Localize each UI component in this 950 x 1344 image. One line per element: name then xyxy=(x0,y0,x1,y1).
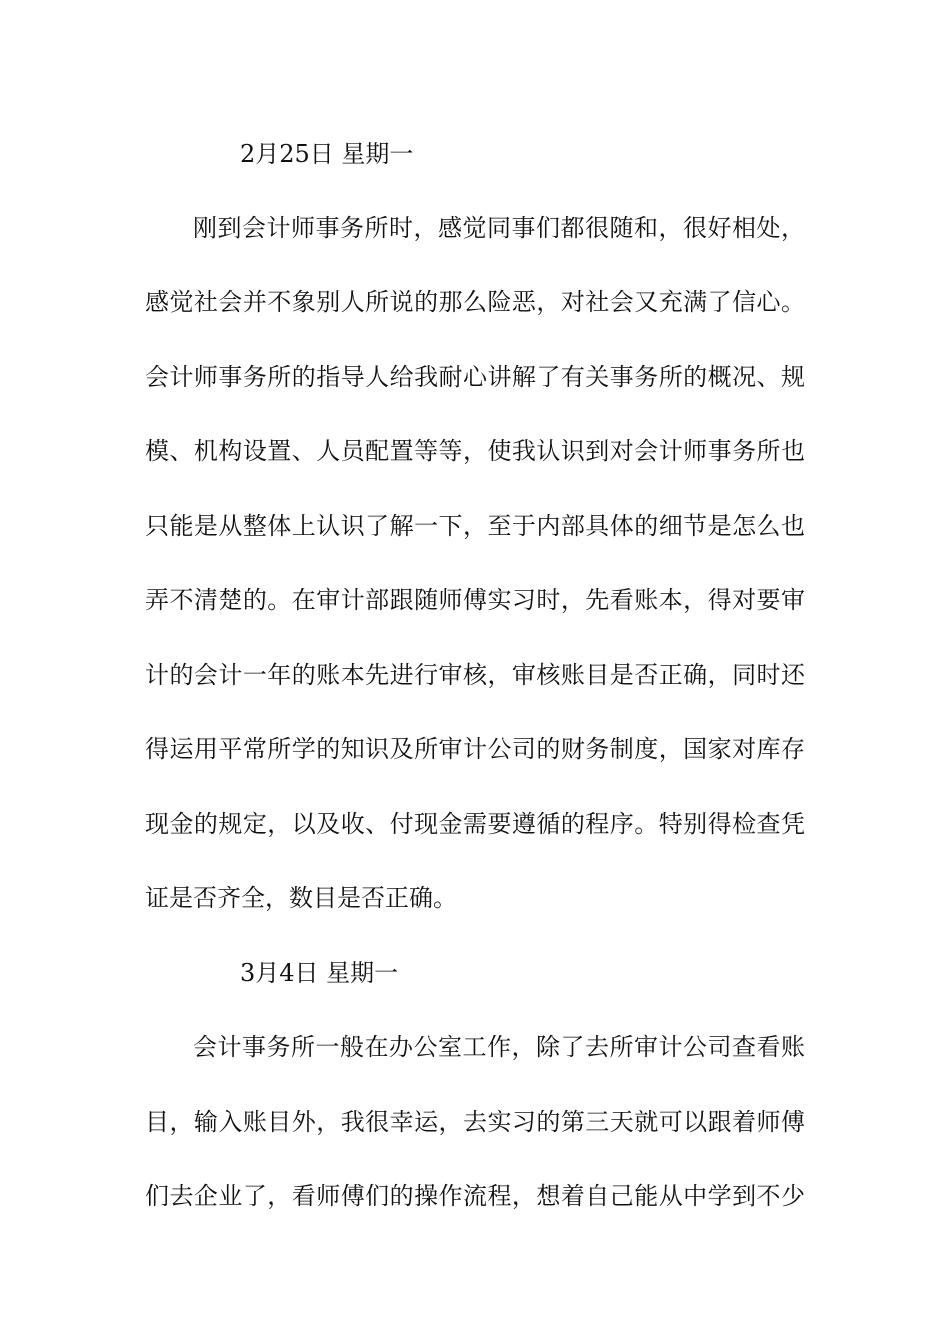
paragraph-line: 会计事务所一般在办公室工作，除了去所审计公司查看账 xyxy=(193,1033,805,1061)
entry-date-heading: 2月25日 星期一 xyxy=(240,140,414,168)
paragraph-line: 模、机构设置、人员配置等等，使我认识到对会计师事务所也 xyxy=(145,437,805,465)
paragraph-line: 计的会计一年的账本先进行审核，审核账目是否正确，同时还 xyxy=(145,661,805,689)
paragraph-line: 们去企业了，看师傅们的操作流程，想着自己能从中学到不少 xyxy=(145,1182,805,1210)
paragraph-line: 只能是从整体上认识了解一下，至于内部具体的细节是怎么也 xyxy=(145,512,805,540)
paragraph-line: 证是否齐全，数目是否正确。 xyxy=(145,884,457,912)
paragraph-line: 现金的规定，以及收、付现金需要遵循的程序。特别得检查凭 xyxy=(145,810,805,838)
paragraph-line: 弄不清楚的。在审计部跟随师傅实习时，先看账本，得对要审 xyxy=(145,586,805,614)
paragraph-line: 目，输入账目外，我很幸运，去实习的第三天就可以跟着师傅 xyxy=(145,1108,805,1136)
paragraph-line: 得运用平常所学的知识及所审计公司的财务制度，国家对库存 xyxy=(145,735,805,763)
paragraph-line: 感觉社会并不象别人所说的那么险恶，对社会又充满了信心。 xyxy=(145,288,805,316)
paragraph-line: 会计师事务所的指导人给我耐心讲解了有关事务所的概况、规 xyxy=(145,363,805,391)
entry-date-heading: 3月4日 星期一 xyxy=(240,959,399,987)
paragraph-line: 刚到会计师事务所时，感觉同事们都很随和，很好相处， xyxy=(193,214,805,242)
